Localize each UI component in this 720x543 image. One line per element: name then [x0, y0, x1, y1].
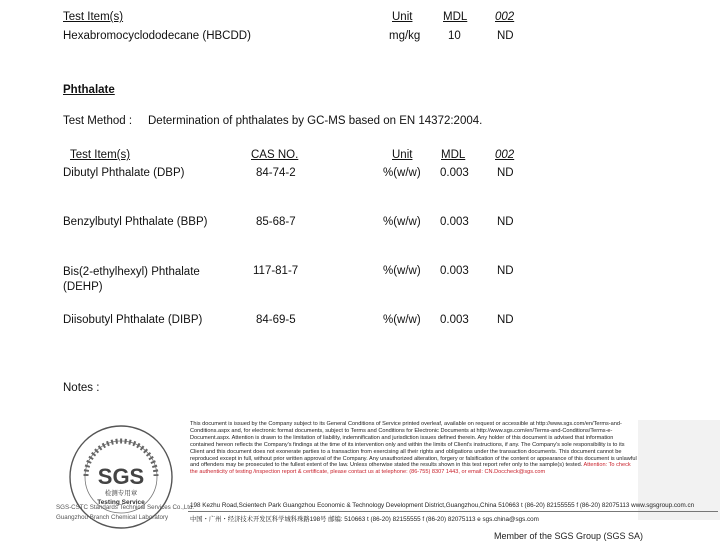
sgs-group-member-line: Member of the SGS Group (SGS SA) [494, 531, 644, 541]
phthalate-header-result: 002 [495, 149, 515, 161]
hbcdd-row-result: ND [497, 30, 514, 42]
hbcdd-header-item: Test Item(s) [63, 11, 124, 23]
footer-divider [188, 511, 718, 512]
footer-address-en: 198 Kezhu Road,Scientech Park Guangzhou Economic & Technology Development District,Guangzhou,China 510663 t (86-20) 82155555 f (86-20) 82075113 www.sgsgroup.com.cn [190, 502, 695, 509]
phthalate-row-item: Diisobutyl Phthalate (DIBP) [63, 314, 203, 326]
authenticity-attention: Attention: To check the authenticity of testing /inspection report & certificate, please contact us at telephone: (86-755) 8307 1443, or email: CN.Doccheck@sgs.com [190, 462, 631, 476]
phthalate-header-mdl: MDL [441, 149, 466, 161]
test-method-text: Determination of phthalates by GC-MS based on EN 14372:2004. [148, 115, 483, 127]
phthalate-header-item: Test Item(s) [70, 149, 131, 161]
hbcdd-header-mdl: MDL [443, 11, 468, 23]
stamp-chinese-text: 检测专用章 [104, 490, 138, 497]
stamp-service-text: Testing Service [97, 499, 145, 506]
phthalate-header-unit: Unit [392, 149, 413, 161]
phthalate-row-item: Dibutyl Phthalate (DBP) [63, 167, 185, 179]
phthalate-row-cas: 84-69-5 [256, 314, 296, 326]
phthalate-row-unit: %(w/w) [383, 314, 421, 326]
hbcdd-row-unit: mg/kg [389, 30, 421, 42]
sgs-logo-text: SGS [97, 464, 145, 489]
phthalate-row-mdl: 0.003 [440, 265, 469, 277]
phthalate-row-item: Benzylbutyl Phthalate (BBP) [63, 216, 208, 228]
hbcdd-header-result: 002 [495, 11, 515, 23]
phthalate-row-mdl: 0.003 [440, 314, 469, 326]
phthalate-section-title: Phthalate [63, 84, 115, 96]
footer-disclaimer [190, 421, 637, 476]
phthalate-row-cas: 84-74-2 [256, 167, 296, 179]
test-method-label: Test Method : [63, 115, 133, 127]
hbcdd-row-mdl: 10 [448, 30, 461, 42]
phthalate-row-unit: %(w/w) [383, 167, 421, 179]
phthalate-header-cas: CAS NO. [251, 149, 299, 161]
disclaimer-text: This document is issued by the Company subject to its General Conditions of Service printed overleaf, available on request or accessible at http://www.sgs.com/en/Terms-and-Conditions.aspx and, for electronic format documents, subject to Terms and Conditions for Electronic Documents at http://www.sgs.com/en/Terms-and-Conditions/Terms-e-Document.aspx. Attention is drawn to the limitation of liability, indemnification and jurisdiction issues defined therein. Any holder of this document is advised that information contained hereon reflects the Company's findings at the time of its intervention only and within the limits of Client's instructions, if any. The Company's sole responsibility is to its Client and this document does not exonerate parties to a transaction from exercising all their rights and obligations under the transaction documents. This document cannot be reproduced except in full, without prior written approval of the Company. Any unauthorized alteration, forgery or falsification of the content or appearance of this document is unlawful and offenders may be prosecuted to the fullest extent of the law. Unless otherwise stated the results shown in this test report refer only to the sample(s) tested. [190, 421, 637, 469]
phthalate-row-mdl: 0.003 [440, 167, 469, 179]
stamp-branch-line: Guangzhou Branch Chemical Laboratory [56, 514, 169, 521]
phthalate-row-result: ND [497, 216, 514, 228]
hbcdd-row-item: Hexabromocyclododecane (HBCDD) [63, 30, 251, 42]
notes-label: Notes : [63, 382, 100, 394]
phthalate-row-cas: 85-68-7 [256, 216, 296, 228]
phthalate-row-result: ND [497, 167, 514, 179]
phthalate-row-result: ND [497, 314, 514, 326]
phthalate-row-cas: 117-81-7 [253, 265, 299, 277]
phthalate-row-unit: %(w/w) [383, 265, 421, 277]
stamp-company-line: SGS-CSTC Standards Technical Services Co.,Ltd. [56, 504, 195, 511]
phthalate-row-mdl: 0.003 [440, 216, 469, 228]
footer-address-cn: 中国・广州・经济技术开发区科学城科珠路198号 邮编: 510663 t (86-20) 82155555 f (86-20) 82075113 e sgs.china@sgs.com [190, 516, 539, 523]
phthalate-row-unit: %(w/w) [383, 216, 421, 228]
phthalate-row-item: Bis(2-ethylhexyl) Phthalate (DEHP) [63, 266, 200, 293]
phthalate-row-result: ND [497, 265, 514, 277]
hbcdd-header-unit: Unit [392, 11, 413, 23]
